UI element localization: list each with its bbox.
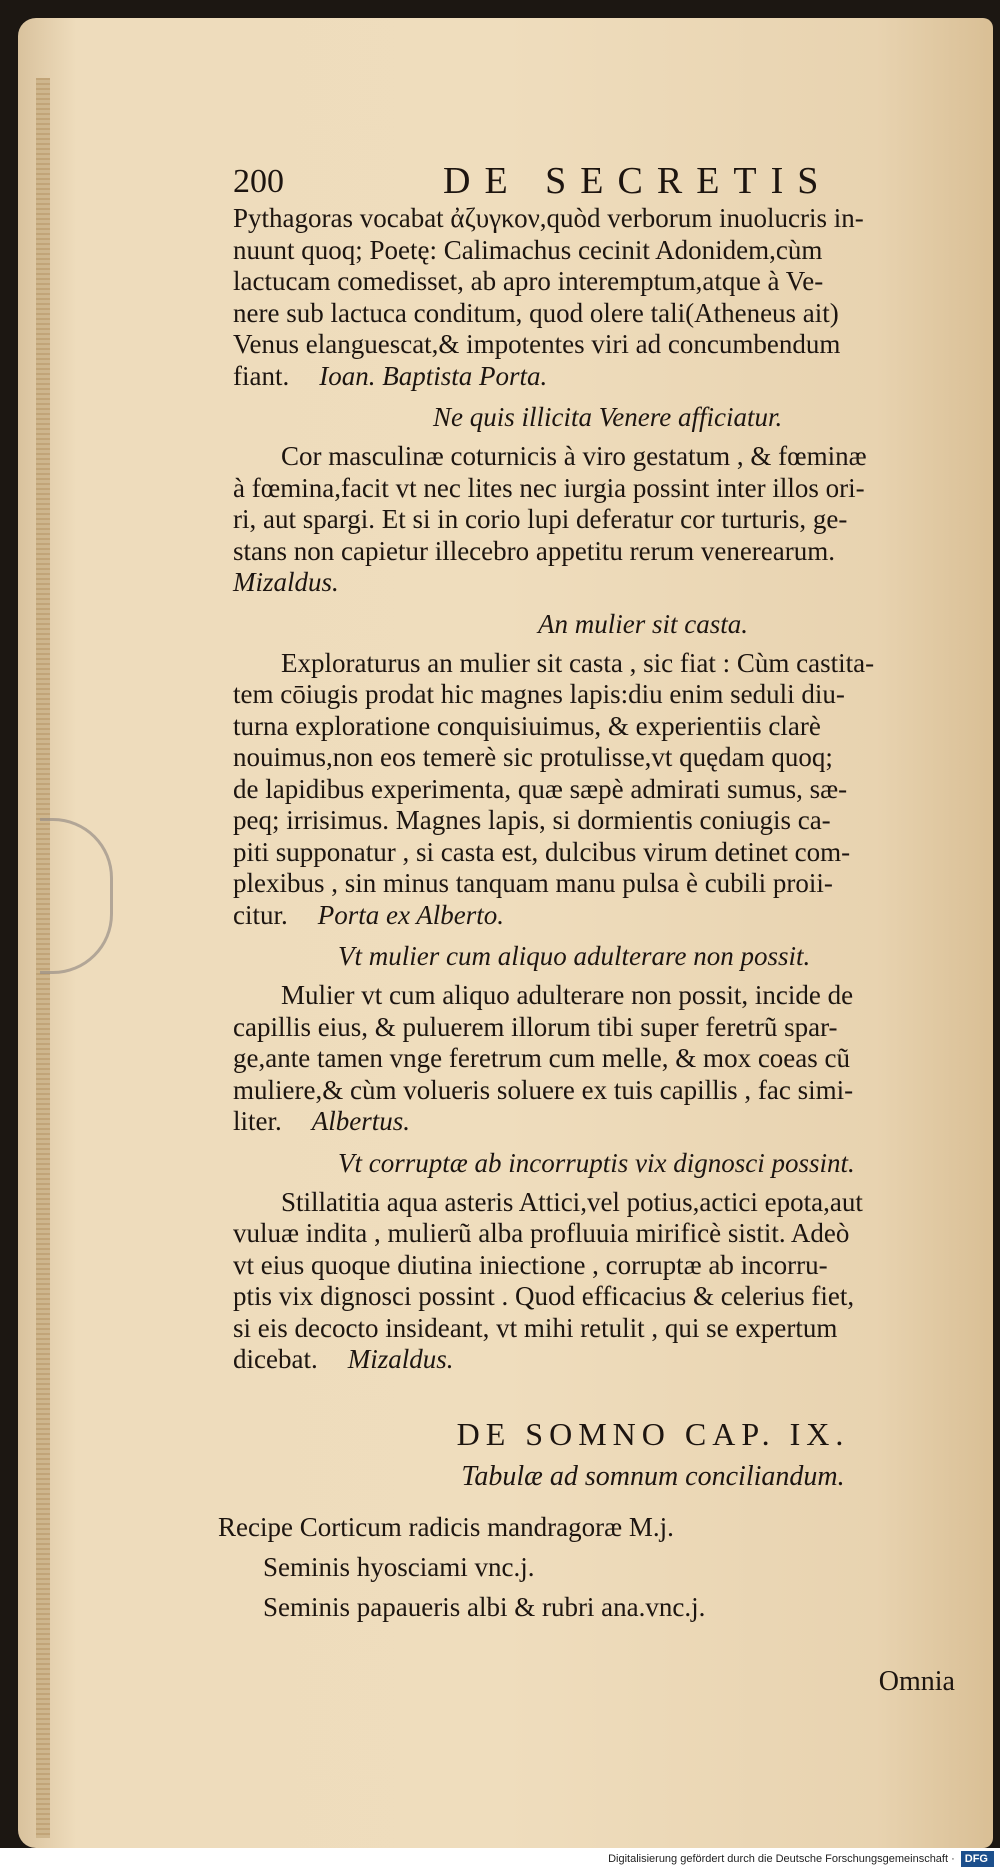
text-line: lactucam comedisset, ab apro interemptum,atque à Ve-	[233, 266, 824, 296]
page-text	[218, 153, 993, 1627]
section-heading: Vt corruptæ ab incorruptis vix dignosci possint.	[338, 1147, 855, 1178]
line-end: citur.	[233, 899, 288, 930]
page-number: 200	[233, 163, 284, 200]
text-line: turna exploratione conquisiuimus, & experientiis clarè	[233, 710, 821, 741]
section-paragraph	[233, 441, 993, 599]
chapter-subtitle: Tabulæ ad somnum conciliandum.	[461, 1460, 845, 1492]
section-heading: An mulier sit casta.	[538, 608, 748, 639]
text-line: nere sub lactuca conditum, quod olere tali(Atheneus ait)	[233, 297, 839, 328]
text-line: si eis decocto insideant, vt mihi retulit , qui se expertum	[233, 1312, 838, 1343]
running-head	[233, 153, 993, 203]
section-heading: Vt mulier cum aliquo adulterare non possit.	[338, 941, 811, 971]
text-line: ri, aut spargi. Et si in corio lupi deferatur cor turturis, ge-	[233, 504, 848, 534]
text-line: Pythagoras vocabat ἀζυγκον,quòd verborum inuolucris in-	[233, 203, 864, 233]
text-line: stans non capietur illecebro appetitu rerum venerearum.	[233, 535, 836, 566]
source-author: Mizaldus.	[233, 567, 339, 597]
section-paragraph	[233, 1187, 993, 1376]
text-line: de lapidibus experimenta, quæ sæpè admirati sumus, sæ-	[233, 773, 848, 804]
line-end: fiant.	[233, 360, 290, 391]
running-title: DE SECRETIS	[443, 160, 833, 202]
section-paragraph	[233, 648, 993, 932]
text-line: ptis vix dignosci possint . Quod efficacius & celerius fiet,	[233, 1281, 855, 1311]
section-paragraph	[233, 980, 993, 1138]
dfg-logo: DFG	[961, 1851, 994, 1867]
recipe-list	[218, 1507, 993, 1627]
text-line: Exploraturus an mulier sit casta , sic fiat : Cùm castita-	[281, 647, 875, 678]
text-line: Cor masculinæ coturnicis à viro gestatum , & fœminæ	[281, 441, 867, 471]
text-line: Mulier vt cum aliquo adulterare non possit, incide de	[281, 980, 854, 1010]
text-line	[233, 1106, 993, 1138]
recipe-line: Seminis papaueris albi & rubri ana.vnc.j.	[263, 1591, 706, 1622]
text-line: muliere,& cùm volueris soluere ex tuis capillis , fac simi-	[233, 1074, 854, 1105]
text-line: nuunt quoq; Poetę: Calimachus cecinit Adonidem,cùm	[233, 234, 823, 265]
text-line	[233, 900, 993, 932]
intro-paragraph	[233, 203, 993, 392]
source-author: Mizaldus.	[347, 1344, 454, 1374]
source-author: Ioan. Baptista Porta.	[319, 360, 548, 391]
text-line: vt eius quoque diutina iniectione , corruptæ ab incorru-	[233, 1249, 828, 1280]
catchword: Omnia	[878, 1666, 955, 1697]
digitization-footer	[0, 1848, 1000, 1870]
text-line: peq; irrisimus. Magnes lapis, si dormientis coniugis ca-	[233, 805, 831, 835]
text-line	[233, 361, 993, 393]
recipe-line: Recipe Corticum radicis mandragoræ M.j.	[218, 1511, 674, 1542]
text-line: capillis eius, & puluerem illorum tibi super feretrũ spar-	[233, 1011, 838, 1042]
text-line: ge,ante tamen vnge feretrum cum melle, & mox coeas cũ	[233, 1043, 851, 1073]
text-line	[233, 1344, 993, 1376]
footer-credit: Digitalisierung gefördert durch die Deutsche Forschungsgemeinschaft ·	[608, 1853, 955, 1865]
text-line: Stillatitia aqua asteris Attici,vel potius,actici epota,aut	[281, 1186, 863, 1217]
line-end: liter.	[233, 1106, 282, 1136]
paper-clip	[40, 818, 113, 974]
text-line: piti supponatur , si casta est, dulcibus virum detinet com-	[233, 836, 851, 867]
text-line: vuluæ indita , mulierũ alba profluuia mirificè sistit. Adeò	[233, 1218, 850, 1248]
text-line: à fœmina,facit vt nec lites nec iurgia possint inter illos ori-	[233, 472, 865, 503]
chapter-title: DE SOMNO CAP. IX.	[456, 1415, 850, 1452]
section-heading: Ne quis illicita Venere afficiatur.	[433, 402, 783, 432]
line-end: dicebat.	[233, 1344, 318, 1374]
text-line: Venus elanguescat,& impotentes viri ad concumbendum	[233, 329, 841, 359]
book-page	[18, 18, 993, 1848]
text-line: nouimus,non eos temerè sic protulisse,vt quędam quoq;	[233, 742, 833, 772]
source-author: Porta ex Alberto.	[317, 899, 504, 930]
recipe-line: Seminis hyosciami vnc.j.	[263, 1551, 535, 1582]
text-line: tem cōiugis prodat hic magnes lapis:diu enim seduli diu-	[233, 679, 845, 709]
text-line: plexibus , sin minus tanquam manu pulsa è cubili proii-	[233, 868, 833, 898]
source-author: Albertus.	[311, 1106, 410, 1136]
